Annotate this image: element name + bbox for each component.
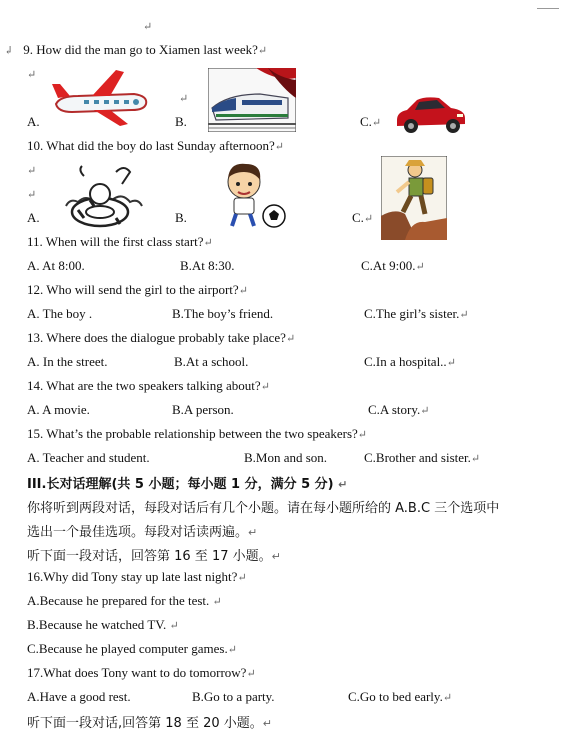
q12-option-a: A. The boy . [27, 306, 93, 321]
page-corner-mark [537, 8, 559, 9]
q11-row: 11. When will the first class start?↵ [27, 234, 213, 249]
q9-option-c: C.↵ [360, 114, 382, 129]
q11-option-c: C.At 9:00.↵ [361, 258, 425, 273]
swimming-boy-icon [60, 162, 144, 232]
empty-line: ↵ [27, 189, 37, 201]
q9-row: ↲ 9. How did the man go to Xiamen last week?↵ [4, 42, 268, 57]
question-14: 14. What are the two speakers talking about? [27, 378, 261, 393]
climbing-man-icon [381, 156, 447, 240]
question-16: 16.Why did Tony stay up late last night? [27, 569, 238, 584]
question-17: 17.What does Tony want to do tomorrow? [27, 665, 247, 680]
q14-option-c: C.A story.↵ [368, 402, 430, 417]
q12-option-c: C.The girl’s sister.↵ [364, 306, 469, 321]
q15-option-c: C.Brother and sister.↵ [364, 450, 481, 465]
car-icon [393, 90, 469, 138]
q17-row: 17.What does Tony want to do tomorrow?↵ [27, 665, 256, 680]
question-9: 9. How did the man go to Xiamen last week? [23, 42, 258, 57]
q10-option-c: C.↵ [352, 210, 374, 225]
soccer-boy-icon [218, 160, 288, 230]
question-13: 13. Where does the dialogue probably take place? [27, 330, 286, 345]
q11-option-a: A. At 8:00. [27, 258, 85, 273]
train-icon [208, 68, 296, 132]
q16-option-b: B.Because he watched TV. ↵ [27, 617, 179, 632]
airplane-icon [48, 66, 152, 130]
q10-option-b: B. [175, 210, 187, 225]
question-12: 12. Who will send the girl to the airport? [27, 282, 239, 297]
q17-option-a: A.Have a good rest. [27, 689, 131, 704]
q11-option-b: B.At 8:30. [180, 258, 235, 273]
q13-option-c: C.In a hospital..↵ [364, 354, 456, 369]
q13-row: 13. Where does the dialogue probably take place?↵ [27, 330, 296, 345]
q17-option-b: B.Go to a party. [192, 689, 275, 704]
question-11: 11. When will the first class start? [27, 234, 204, 249]
q14-option-b: B.A person. [172, 402, 234, 417]
q12-option-b: B.The boy’s friend. [172, 306, 274, 321]
q15-option-b: B.Mon and son. [244, 450, 328, 465]
q13-option-b: B.At a school. [174, 354, 249, 369]
q14-row: 14. What are the two speakers talking about?↵ [27, 378, 270, 393]
q14-option-a: A. A movie. [27, 402, 90, 417]
q15-option-a: A. Teacher and student. [27, 450, 150, 465]
question-15: 15. What’s the probable relationship between the two speakers? [27, 426, 358, 441]
empty-line: ↵ [143, 21, 153, 33]
listen-instruction-18-20: 听下面一段对话,回答第 18 至 20 小题。↵ [27, 716, 272, 731]
section-3-title: III.长对话理解(共 5 小题；每小题 1 分，满分 5 分) ↵ [27, 477, 348, 492]
q9-option-b: B. [175, 114, 187, 129]
q13-option-a: A. In the street. [27, 354, 108, 369]
empty-line: ↵ [179, 93, 189, 105]
listen-instruction-16-17: 听下面一段对话，回答第 16 至 17 小题。↵ [27, 549, 281, 564]
q9-option-a: A. [27, 114, 40, 129]
question-10: 10. What did the boy do last Sunday afternoon? [27, 138, 275, 153]
q16-row: 16.Why did Tony stay up late last night?↵ [27, 569, 247, 584]
q10-row: 10. What did the boy do last Sunday afternoon?↵ [27, 138, 285, 153]
q15-row: 15. What’s the probable relationship between the two speakers?↵ [27, 426, 368, 441]
empty-line: ↵ [27, 165, 37, 177]
q17-option-c: C.Go to bed early.↵ [348, 689, 453, 704]
q12-row: 12. Who will send the girl to the airport?↵ [27, 282, 248, 297]
section-3-instruction-1: 你将听到两段对话，每段对话后有几个小题。请在每小题所给的 A.B.C 三个选项中 [27, 501, 500, 516]
empty-line: ↵ [27, 69, 37, 81]
q10-option-a: A. [27, 210, 40, 225]
q16-option-a: A.Because he prepared for the test. ↵ [27, 593, 222, 608]
q16-option-c: C.Because he played computer games.↵ [27, 641, 237, 656]
section-3-instruction-2: 选出一个最佳选项。每段对话读两遍。↵ [27, 525, 258, 540]
